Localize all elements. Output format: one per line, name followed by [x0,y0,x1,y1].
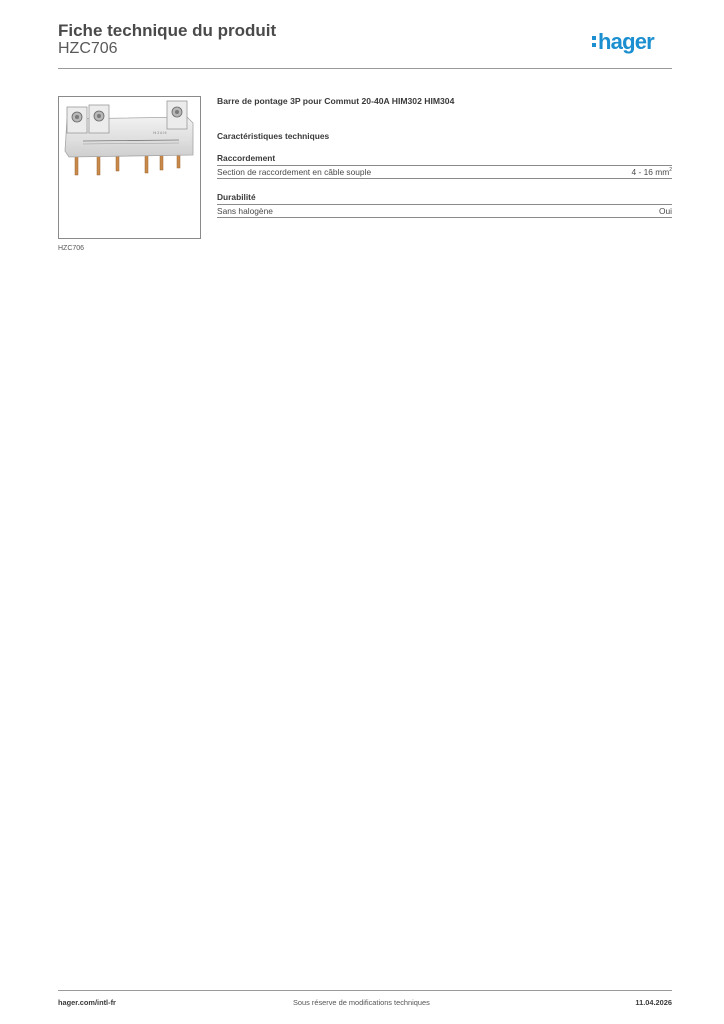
spec-row [217,204,672,218]
logo-wordmark: hager [598,29,654,54]
bar-label: Hi 3 A Hi [153,131,167,135]
header-divider [58,68,672,69]
footer-website-link[interactable]: hager.com/intl-fr [58,998,116,1007]
product-name: Barre de pontage 3P pour Commut 20-40A HIM302 HIM304 [217,96,455,106]
spec-value: Oui [658,206,672,216]
product-code: HZC706 [58,40,118,57]
specs-section-title: Caractéristiques techniques [217,131,330,141]
spec-group-durabilite [217,192,672,218]
footer-divider [58,990,672,991]
spec-value: 4 - 16 $mm^2$ [631,167,672,177]
page-title: Fiche technique du produit [58,21,277,40]
product-image [58,96,201,239]
image-caption: HZC706 [58,245,85,252]
spec-value-superscript: 2 [669,167,672,174]
spec-group-title: Raccordement [217,153,276,163]
spec-label: Sans halogène [217,206,273,216]
spec-group-title: Durabilité [217,192,256,202]
spec-group-raccordement [217,153,672,179]
hager-logo [590,29,674,55]
footer-date: 11.04.2026 [635,998,672,1007]
product-details [217,96,672,218]
footer-disclaimer: Sous réserve de modifications techniques [293,998,430,1007]
spec-label: Section de raccordement en câble souple [217,167,372,177]
spec-row [217,165,672,179]
busbar-illustration [59,97,200,238]
